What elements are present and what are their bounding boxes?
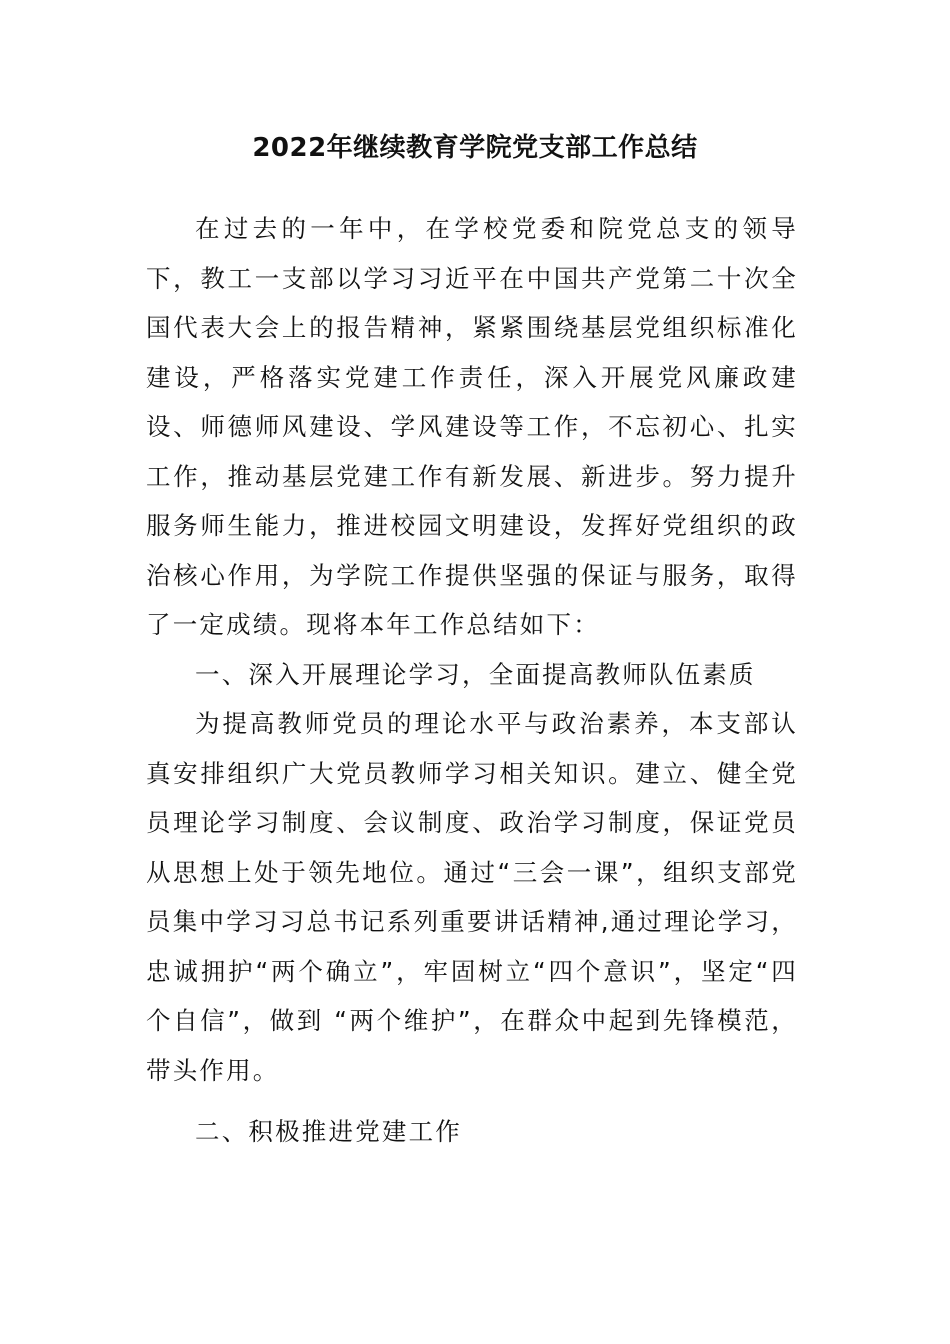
section-1-heading: 一、深入开展理论学习，全面提高教师队伍素质 [195,659,756,689]
document-title: 2022年继续教育学院党支部工作总结 [252,133,698,163]
document-body [146,204,798,1157]
intro-paragraph: 在过去的一年中，在学校党委和院党总支的领导下，教工一支部以学习习近平在中国共产党第二十次全国代表大会上的报告精神，紧紧围绕基层党组织标准化建设，严格落实党建工作责任，深入开展党风廉政建设、师德师风建设、学风建设等工作，不忘初心、扎实工作，推动基层党建工作有新发展、新进步。努力提升服务师生能力，推进校园文明建设，发挥好党组织的政治核心作用，为学院工作提供坚强的保证与服务，取得了一定成绩。现将本年工作总结如下： [146,214,798,639]
section-2-heading: 二、积极推进党建工作 [195,1117,462,1146]
section-1-paragraph: 为提高教师党员的理论水平与政治素养，本支部认真安排组织广大党员教师学习相关知识。建立、健全党员理论学习制度、会议制度、政治学习制度，保证党员从思想上处于领先地位。通过“三会一课”，组织支部党员集中学习习总书记系列重要讲话精神,通过理论学习，忠诚拥护“两个确立”，牢固树立“四个意识”，坚定“四个自信”，做到 “两个维护”，在群众中起到先锋模范，带头作用。 [146,709,798,1085]
